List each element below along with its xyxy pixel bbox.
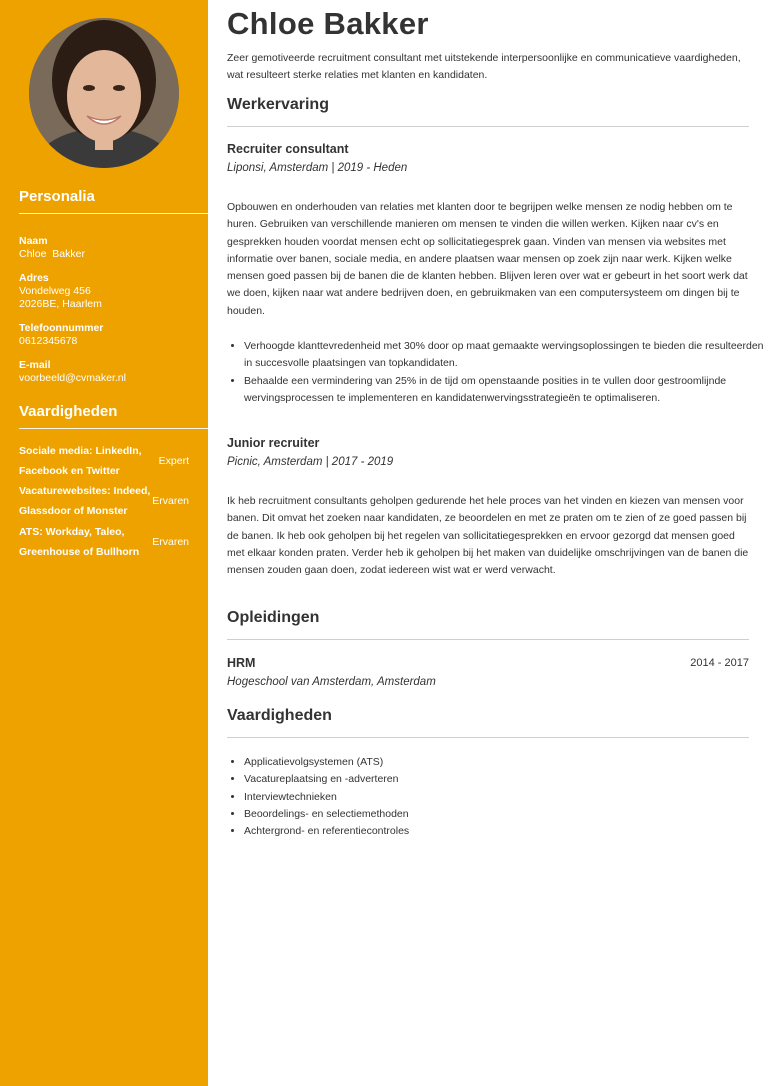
skills-list [227,754,766,840]
job-subtitle: Picnic, Amsterdam | 2017 - 2019 [227,456,394,468]
field-label: Adres [19,272,49,284]
job-description: Ik heb recruitment consultants geholpen gedurende het hele proces van het vinden en kiezen van mensen voor banen. Dit omvat het zoeken naar kandidaten, ze beoordelen en met ze praten om te zien of ze goed passen bij de banen. Ik heb ook geholpen bij het regelen van sollicitatiegesprekken en ervoor gezorgd dat mensen goed met elkaar konden praten. Verder heb ik geholpen bij het maken van duidelijke omschrijvingen van de banen die mensen zouden gaan doen, zodat iedereen wist wat er werd verwacht. [227,495,749,577]
job-title: Junior recruiter [227,436,320,450]
job-bullet: • Behaalde een vermindering van 25% in de tijd om openstaande posities in te vullen door gestroomlijnde wervingsprocessen te implementeren en kandidatenwervingsstrategieën te optimaliseren. [244,373,766,408]
skill-level: Ervaren [152,495,189,507]
skill-name: Facebook en Twitter [19,465,120,477]
skill-name: Glassdoor of Monster [19,505,128,517]
job-bullets [227,338,766,407]
skill-item [19,522,189,562]
job-title: Recruiter consultant [227,142,349,156]
personalia-heading: Personalia [19,188,208,214]
skill-level: Ervaren [152,536,189,548]
field-name [19,235,194,261]
skills-heading-main: Vaardigheden [227,707,749,738]
field-value: voorbeeld@cvmaker.nl [19,372,126,384]
field-value: 2026BE, Haarlem [19,298,102,310]
sidebar [0,0,208,1086]
education-school: Hogeschool van Amsterdam, Amsterdam [227,676,436,688]
skill-level: Expert [158,455,189,467]
profile-photo-image [29,18,179,168]
skill-name: Vacaturewebsites: Indeed, [19,485,151,497]
skill-list-item: • Achtergrond- en referentiecontroles [244,823,766,840]
field-email [19,359,194,385]
skill-name: Greenhouse of Bullhorn [19,546,140,558]
education-years: 2014 - 2017 [690,657,749,669]
experience-heading: Werkervaring [227,96,749,127]
education-heading: Opleidingen [227,609,749,640]
field-value: Vondelweg 456 [19,285,91,297]
skill-name: ATS: Workday, Taleo, [19,526,125,538]
skills-heading-sidebar: Vaardigheden [19,403,208,429]
job-bullet: • Verhoogde klanttevredenheid met 30% door op maat gemaakte wervingsoplossingen te bieden die resulteerden in succesvolle plaatsingen van topkandidaten. [244,338,766,373]
field-label: Telefoonnummer [19,322,104,334]
skill-list-item: • Interviewtechnieken [244,789,766,806]
summary: Zeer gemotiveerde recruitment consultant met uitstekende interpersoonlijke en communicatieve vaardigheden, wat resulteert sterke relaties met klanten en kandidaten. [227,52,741,81]
field-phone [19,322,194,348]
field-label: E-mail [19,359,51,371]
education-degree: HRM [227,656,256,670]
skill-list-item: • Beoordelings- en selectiemethoden [244,806,766,823]
skill-item [19,441,189,481]
skill-list-item: • Vacatureplaatsing en -adverteren [244,771,766,788]
skill-name: Sociale media: LinkedIn, [19,445,142,457]
job-description: Opbouwen en onderhouden van relaties met klanten door te begrijpen welke mensen ze nodig hebben om te huren. Gebruiken van verschillende manieren om mensen te vinden die willen werken. Kijken naar cv's en gesprekken houden voordat mensen echt op sollicitatiegesprek gaan. Vinden van mensen via websites met informatie over banen, sociale media, en andere plaatsen waar mensen op zoek zijn naar werk. Kijken welke mensen goed passen bij de banen die de klanten hebben. Blijven leren over wat er gebeurt in het soort werk dat we doen, kijken naar wat andere bedrijven doen, en gebruikmaken van een computersysteem om dingen bij te houden. [227,201,748,317]
skill-item [19,481,189,521]
field-value: Chloe Bakker [19,248,85,260]
field-value: 0612345678 [19,335,78,347]
field-address [19,272,194,311]
profile-photo [29,18,179,168]
job-subtitle: Liponsi, Amsterdam | 2019 - Heden [227,162,408,174]
field-label: Naam [19,235,48,247]
skill-list-item: • Applicatievolgsystemen (ATS) [244,754,766,771]
person-name: Chloe Bakker [227,6,429,41]
